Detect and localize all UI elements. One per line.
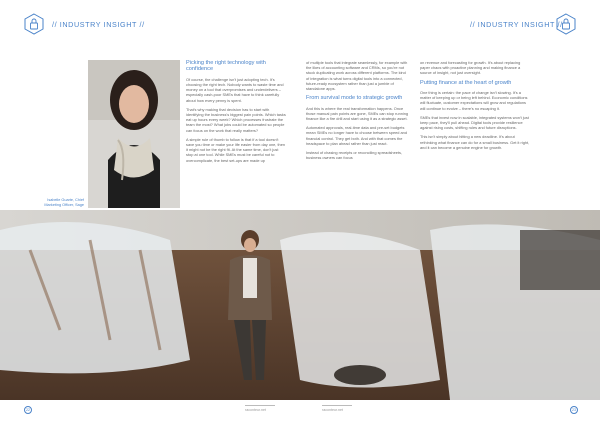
col1-paragraph-3: A simple rule of thumb to follow is that if a tool doesn't save you time or make your life easier from day one, then it might not be the right fit. At the same time, don't just stop at one tool. While SMEs must be careful not to overcomplicate, the best set-ups are made up — [186, 136, 286, 163]
lock-icon — [24, 13, 44, 35]
col2-paragraph-1: of multiple tools that integrate seamlessly, for example with the likes of accounting software and CRMs, so you're not stuck duplicating work across different platforms. The kind of integration is what turns digital tools into a connected, future-ready ecosystem rather than just a jumble of standalone apps. — [306, 60, 408, 92]
heading-finance-growth: Putting finance at the heart of growth — [420, 79, 512, 86]
col3-paragraph-3: SMEs that invest now in scalable, integrated systems won't just keep pace, they'll pull ahead. Digital tools provide resilience against rising costs, shifting rules and future disruptions. — [420, 114, 529, 131]
col1-paragraph-2: That's why making that decision has to start with identifying the business's biggest pain points. Which tasks eat up hours every week? Which processes frustrate the team the most? What jobs could be automated so people can focus on the work that really matters? — [186, 106, 286, 133]
page-number-right: 23 — [572, 408, 576, 412]
column-3 — [420, 60, 530, 154]
section-label: // INDUSTRY INSIGHT // — [52, 20, 145, 29]
column-2 — [306, 60, 410, 164]
footer-right-text: raconteur.net — [322, 408, 343, 412]
heading-survival-mode: From survival mode to strategic growth — [306, 95, 403, 102]
footer-left-text: raconteur.net — [245, 408, 266, 412]
footer-divider — [245, 405, 275, 406]
col2-paragraph-2: And this is where the real transformation happens. Once those manual pain points are gone, SMEs can stop running finance like a fire drill and start using it as a strategic asset. — [306, 105, 409, 122]
portrait-caption: Isabelle Guarte, Chief Marketing Officer, Sage — [44, 198, 84, 207]
lock-icon — [556, 13, 576, 35]
col3-paragraph-2: One thing is certain: the pace of change isn't slowing. It's a matter of keeping up or being left behind. Economic conditions will fluctuate, customer expectations will grow and regulations will continue to evolve – there's no escaping it. — [420, 90, 528, 111]
col1-paragraph-1: Of course, the challenge isn't just adopting tech. It's choosing the right tech. Nobody wants to waste time and money on a tool that overpromises and underdelivers – especially cash-poor SMEs that have to think carefully about how every penny is spent. — [186, 76, 284, 103]
page-number-left: 22 — [26, 408, 30, 412]
heading-picking-tech: Picking the right technology with confidence — [186, 60, 266, 73]
column-1 — [186, 60, 286, 167]
portrait-photo — [88, 60, 180, 208]
section-label: // INDUSTRY INSIGHT // — [470, 20, 563, 29]
room-covered-plastic-photo — [0, 210, 600, 400]
col3-paragraph-1: on revenue and forecasting for growth. It's about replacing paper chaos with proactive planning and making finance a source of insight, not just oversight. — [420, 60, 521, 76]
footer-divider — [322, 405, 352, 406]
col2-paragraph-4: Instead of chasing receipts or reconciling spreadsheets, business owners can focus — [306, 150, 403, 161]
col3-paragraph-4: This isn't simply about hitting a new deadline. It's about rethinking what finance can do for a small business. Get it right, and it can become a genuine engine for growth. — [420, 134, 530, 150]
col2-paragraph-3: Automated approvals, real-time data and pre-set budgets mean SMEs no longer have to choose between speed and financial control. They get both. And with that comes the headspace to plan ahead rather than just react. — [306, 125, 408, 146]
